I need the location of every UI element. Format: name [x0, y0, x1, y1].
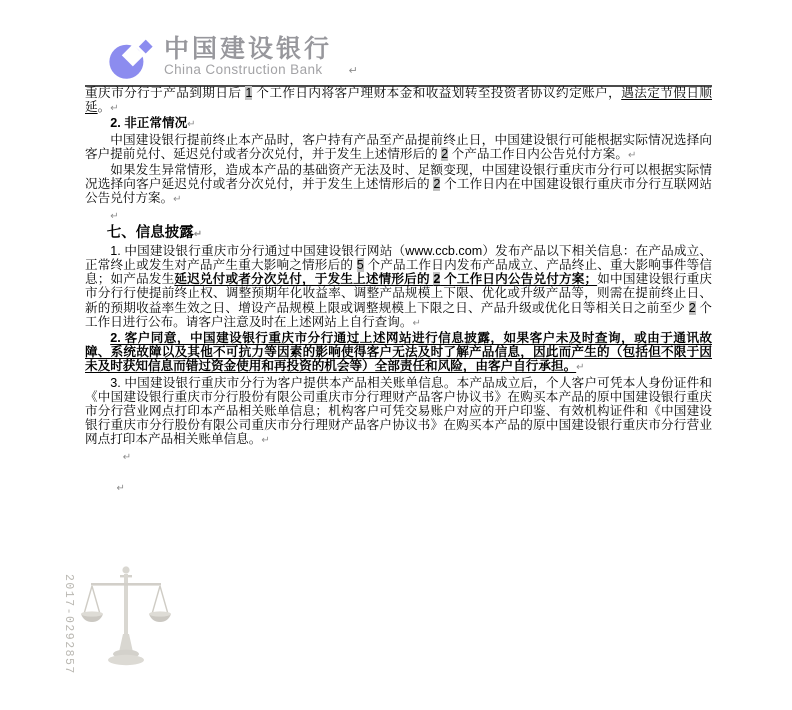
text-segment: 个工作日进行公布。请客户注意及时在上述网站上自行查询。: [85, 300, 713, 329]
paragraph: [85, 208, 712, 224]
bank-name-english: [164, 62, 358, 79]
paragraph: [85, 116, 712, 132]
bank-name-chinese: 中国建设银行: [164, 35, 333, 63]
paragraph: [85, 163, 712, 208]
paragraph: [85, 133, 712, 163]
paragraph-mark: ↵: [348, 65, 359, 77]
text-segment: 个工作日内将客户理财本金和收益划转至投资者协议约定账户，: [252, 86, 622, 100]
text-segment: 如中国建设银行重庆市分行行使提前终止权、调整预期年化收益率、调整产品规模上下限、优化或升级产品等，则需在提前终止日、新的预期收益率生效之日、增设产品规模上限或调整规模上下限之日、产品升级或优化日等相关日之前至少: [85, 272, 713, 315]
text-segment: 中国建设银行提前终止本产品时，客户持有产品至产品提前终止日，中国建设银行可能根据实际情况选择向客户提前兑付、延迟兑付或者分次兑付，并于发生上述情形后的: [85, 132, 712, 161]
text-segment: 1. 中国建设银行重庆市分行通过中国建设银行网站（www.ccb.com）发布产品以下相关信息：在产品成立、正常终止或发生对产品产生重大影响之情形后的: [85, 243, 712, 273]
paragraph-mark: ↵: [576, 362, 585, 374]
paragraph: [85, 86, 712, 116]
paragraph-mark: ↵: [116, 482, 125, 494]
text-segment: 延迟兑付或者分次兑付，于发生上述情形后的: [174, 272, 434, 287]
text-segment: 个产品工作日内公告兑付方案。: [448, 146, 628, 161]
section-heading: [85, 224, 712, 244]
paragraph-mark: ↵: [187, 119, 196, 131]
text-segment: 2. 客户同意，中国建设银行重庆市分行通过上述网站进行信息披露，如果客户未及时查询，或由于通讯故障、系统故障以及其他不可抗力等因素的影响使得客户无法及时了解产品信息，因此而产生的（包括但不限于因未及时获知信息而错过资金使用和再投资的机会等）全部责任和风险，由客户自行承担。: [85, 331, 712, 374]
ccb-logo-icon: [108, 38, 154, 80]
text-segment: 遇法定节假日顺延: [85, 86, 713, 115]
paragraph: [85, 331, 712, 376]
paragraph-mark: ↵: [110, 103, 119, 115]
text-segment: 2: [688, 300, 696, 315]
paragraph: [85, 244, 712, 331]
paragraph: [85, 376, 712, 449]
bank-logo: [85, 36, 712, 80]
text-segment: 七、信息披露: [106, 224, 194, 241]
paragraph-mark: ↵: [193, 228, 203, 240]
text-segment: 个工作日内公告兑付方案；: [440, 272, 598, 287]
text-segment: 5: [356, 258, 364, 273]
paragraph: [85, 480, 712, 496]
paragraph-mark: ↵: [261, 435, 270, 447]
text-segment: 个工作日内在中国建设银行重庆市分行互联网站公告兑付方案。: [85, 177, 713, 206]
paragraph: [85, 449, 712, 465]
document-body: [85, 86, 712, 496]
text-segment: 2: [433, 272, 441, 287]
text-segment: 如果发生异常情形，造成本产品的基础资产无法及时、足额变现，中国建设银行重庆市分行可以根据实际情况选择向客户延迟兑付或者分次兑付，并于发生上述情形后的: [85, 163, 712, 192]
text-segment: 2. 非正常情况: [110, 116, 188, 131]
watermark-registration-number: 2017-0292857: [62, 574, 75, 675]
text-segment: 2: [433, 177, 441, 192]
bank-logo-text: [164, 36, 358, 79]
paragraph-mark: ↵: [627, 149, 637, 161]
text-segment: 重庆市分行于产品到期日后: [85, 86, 246, 100]
paragraph-mark: ↵: [412, 317, 421, 329]
paragraph-mark: ↵: [122, 451, 132, 463]
text-segment: 1: [245, 86, 253, 100]
text-segment: 3. 中国建设银行重庆市分行为客户提供本产品相关账单信息。本产品成立后，个人客户可凭本人身份证件和《中国建设银行重庆市分行股份有限公司重庆市分行理财产品客户协议书》在购买本产品的原中国建设银行重庆市分行营业网点打印本产品相关账单信息；机构客户可凭交易账户对应的开户印鉴、有效机构证件和《中国建设银行重庆市分行股份有限公司重庆市分行理财产品客户协议书》在购买本产品的原中国建设银行重庆市分行营业网点打印本产品相关账单信息。: [85, 375, 712, 447]
text-segment: 2: [441, 146, 449, 161]
page-header: [85, 36, 712, 87]
bank-name-english-text: China Construction Bank: [164, 62, 323, 77]
text-segment: 。: [97, 100, 111, 115]
scales-of-justice-icon: [80, 562, 172, 680]
paragraph-mark: ↵: [110, 210, 119, 222]
text-segment: 个产品工作日内发布产品成立、产品终止、重大影响事件等信息；如产品发生: [85, 258, 713, 287]
watermark: [52, 562, 182, 687]
paragraph-mark: ↵: [173, 194, 182, 206]
